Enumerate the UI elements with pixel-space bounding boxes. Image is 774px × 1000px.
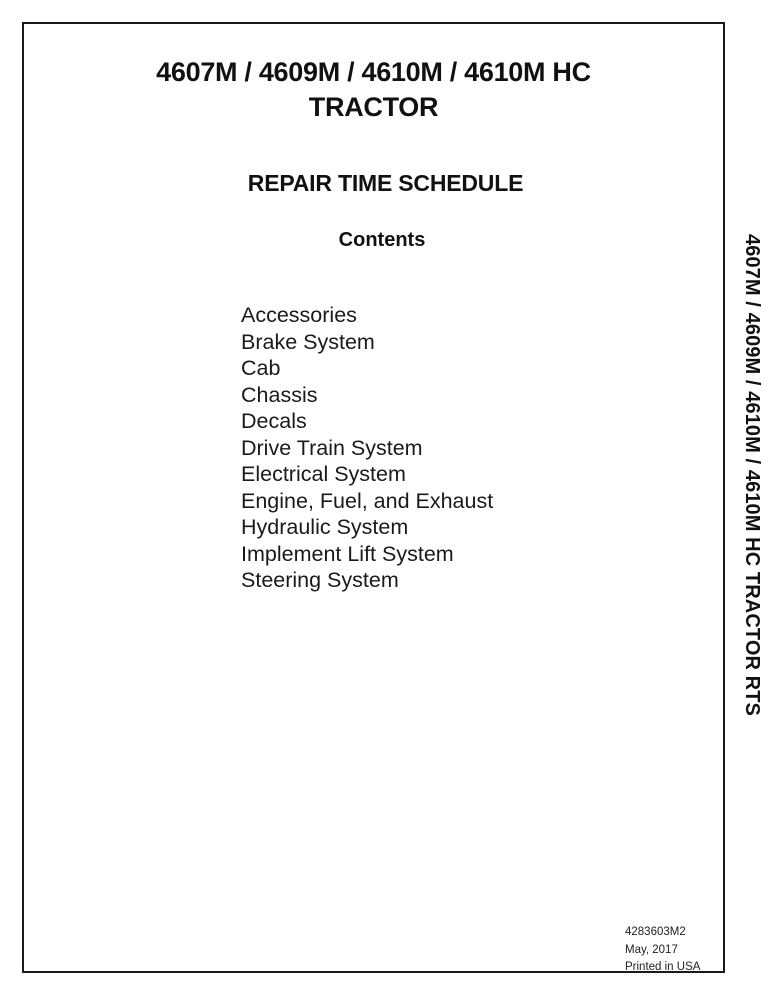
contents-item-engine-fuel-exhaust: Engine, Fuel, and Exhaust — [241, 488, 494, 513]
contents-item-implement-lift-system: Implement Lift System — [241, 541, 454, 566]
document-title-tractor: TRACTOR — [308, 92, 439, 122]
contents-item-hydraulic-system: Hydraulic System — [241, 515, 409, 539]
contents-item-electrical-system: Electrical System — [241, 462, 406, 486]
printed-location: Printed in USA — [625, 961, 701, 973]
part-number: 4283603M2 — [625, 926, 686, 938]
contents-item-drive-train-system: Drive Train System — [241, 435, 423, 460]
contents-item-brake-system: Brake System — [241, 329, 375, 354]
contents-item-accessories: Accessories — [241, 303, 357, 327]
spine-text: 4607M / 4609M / 4610M / 4610M HC TRACTOR RTS — [741, 234, 763, 716]
publication-date: May, 2017 — [625, 943, 678, 956]
contents-item-chassis: Chassis — [241, 382, 318, 407]
contents-item-steering-system: Steering System — [241, 568, 399, 592]
document-subtitle: REPAIR TIME SCHEDULE — [247, 170, 524, 196]
document-title-models: 4607M / 4609M / 4610M / 4610M HC — [156, 57, 591, 87]
contents-item-decals: Decals — [241, 409, 307, 433]
contents-item-cab: Cab — [241, 356, 281, 380]
contents-heading: Contents — [338, 229, 426, 251]
spine-label — [737, 234, 767, 780]
document-footer — [625, 924, 700, 977]
contents-list — [241, 302, 493, 594]
